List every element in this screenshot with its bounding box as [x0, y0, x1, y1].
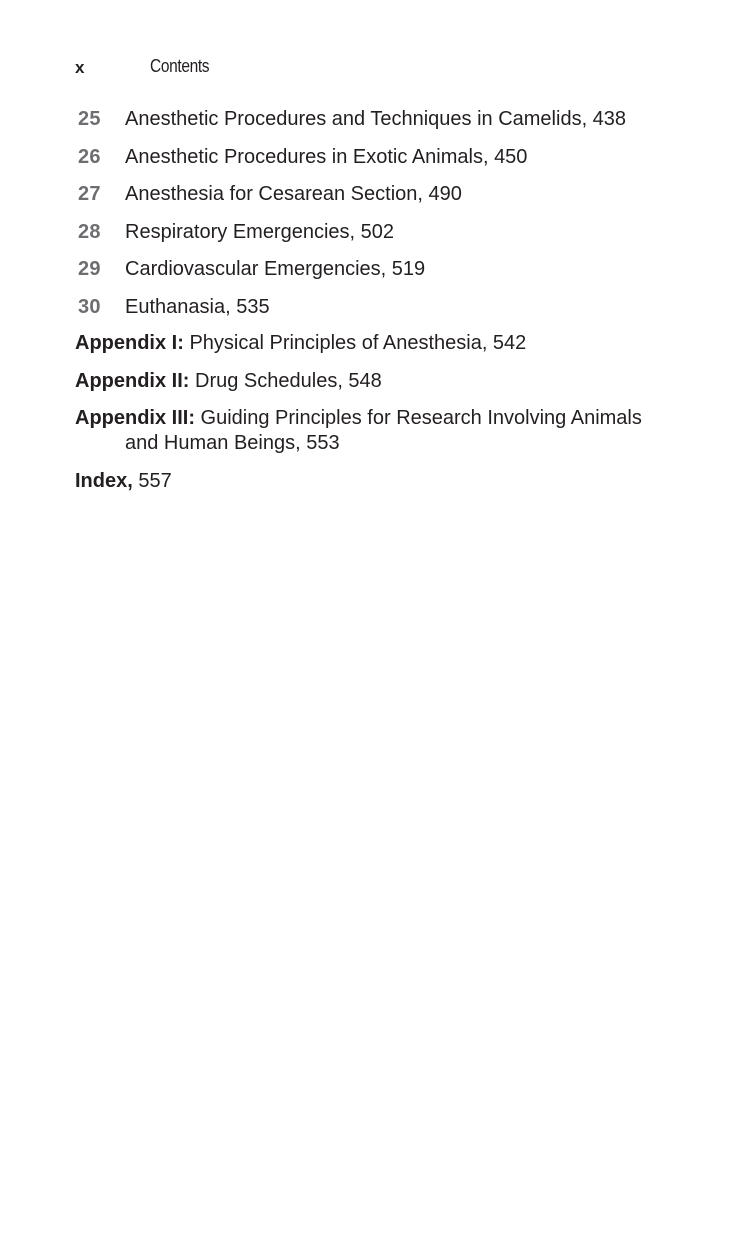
- toc-chapter-entry: [75, 106, 675, 144]
- chapter-number: 30: [78, 295, 101, 318]
- chapter-title: Respiratory Emergencies, 502: [125, 220, 395, 243]
- appendix-label: Appendix II:: [75, 369, 190, 392]
- running-title: Contents: [150, 56, 210, 76]
- appendix-title: Drug Schedules, 548: [189, 369, 382, 392]
- chapter-title: Cardiovascular Emergencies, 519: [125, 258, 426, 280]
- index-label: Index,: [75, 469, 133, 492]
- chapter-number: 28: [78, 220, 101, 243]
- toc-chapter-entry: [75, 294, 675, 332]
- chapter-number: 27: [78, 183, 101, 205]
- appendix-label: Appendix III:: [75, 407, 195, 429]
- chapter-number: 26: [78, 145, 101, 168]
- appendix-title: Guiding Principles for Research Involving Animals and Human Beings, 553: [125, 407, 642, 454]
- toc-index-entry: [75, 469, 675, 494]
- table-of-contents: [75, 106, 675, 506]
- chapter-title: Euthanasia, 535: [125, 295, 270, 318]
- page-folio: x: [75, 58, 85, 77]
- toc-chapter-entry: [75, 181, 675, 219]
- chapter-number: 29: [78, 258, 101, 280]
- chapter-title: Anesthetic Procedures and Techniques in Camelids, 438: [125, 108, 627, 130]
- toc-appendix-entry: [75, 406, 675, 456]
- toc-appendix-entry: [75, 331, 675, 356]
- appendix-title: Physical Principles of Anesthesia, 542: [183, 332, 527, 354]
- toc-chapter-entry: [75, 144, 675, 182]
- chapter-title: Anesthetic Procedures in Exotic Animals, 450: [125, 145, 528, 168]
- toc-chapter-entry: [75, 219, 675, 257]
- toc-chapter-entry: [75, 256, 675, 294]
- index-page: 557: [132, 469, 172, 492]
- toc-appendix-entry: [75, 369, 675, 394]
- appendix-label: Appendix I:: [75, 332, 184, 354]
- chapter-number: 25: [78, 108, 101, 130]
- running-head: [75, 56, 675, 80]
- chapter-title: Anesthesia for Cesarean Section, 490: [125, 183, 462, 205]
